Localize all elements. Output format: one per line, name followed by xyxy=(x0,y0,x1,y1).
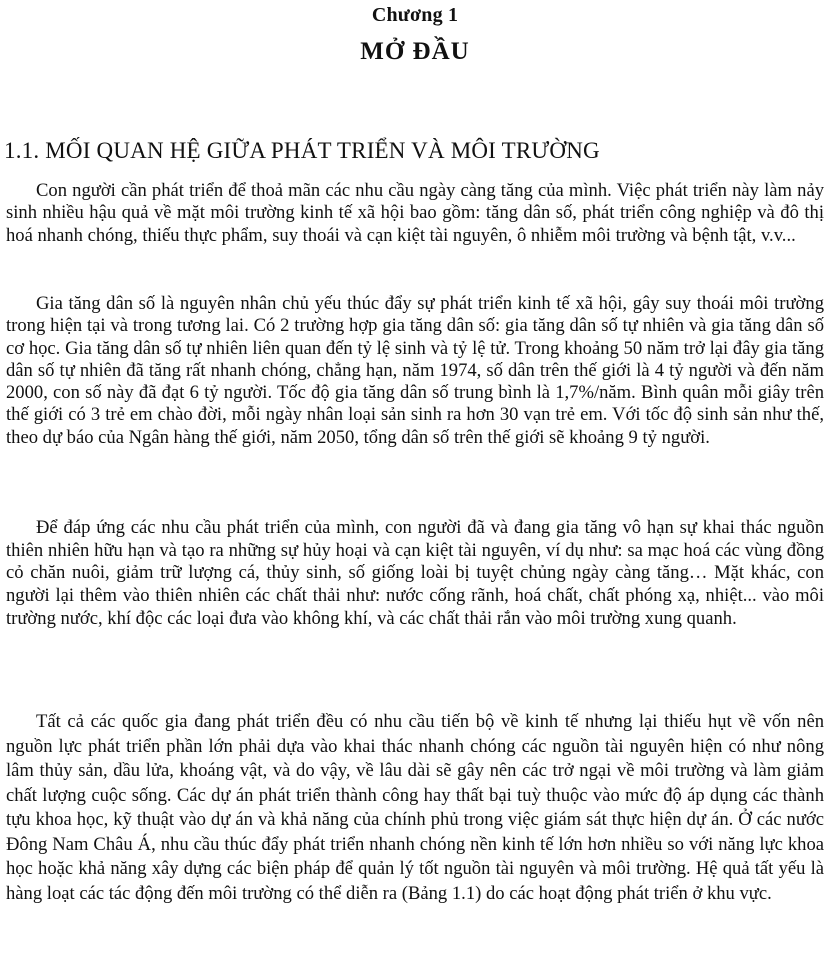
section-heading: 1.1. MỐI QUAN HỆ GIỮA PHÁT TRIỂN VÀ MÔI TRƯỜNG xyxy=(4,138,600,163)
chapter-label: Chương 1 xyxy=(371,4,459,26)
paragraph-3: Để đáp ứng các nhu cầu phát triển của mình, con người đã và đang gia tăng vô hạn sự khai thác nguồn thiên nhiên hữu hạn và tạo ra những sự hủy hoại và cạn kiệt tài nguyên, ví dụ như: sa mạc hoá các vùng đồng cỏ chăn nuôi, giảm trữ lượng cá, thủy sinh, số giống loài bị tuyệt chủng ngày càng tăng… Mặt khác, con người lại thêm vào thiên nhiên các chất thải như: nước cống rãnh, hoá chất, chất phóng xạ, nhiệt... vào môi trường nước, khí độc các loại đưa vào không khí, và các chất thải rắn vào môi trường xung quanh. xyxy=(6,517,824,629)
chapter-title: MỞ ĐẦU xyxy=(360,38,470,65)
paragraph-4: Tất cả các quốc gia đang phát triển đều có nhu cầu tiến bộ về kinh tế nhưng lại thiếu hụt về vốn nên nguồn lực phát triển phần lớn phải dựa vào khai thác nhanh chóng các nguồn tài nguyên hiện có như nông lâm thủy sản, dầu lửa, khoáng vật, và do vậy, về lâu dài sẽ gây nên các trở ngại về môi trường và làm giảm chất lượng cuộc sống. Các dự án phát triển thành công hay thất bại tuỳ thuộc vào mức độ áp dụng các thành tựu khoa học, kỹ thuật vào dự án và khả năng của chính phủ trong việc giám sát thực hiện dự án. Ở các nước Đông Nam Châu Á, nhu cầu thúc đẩy phát triển nhanh chóng nền kinh tế lớn hơn nhiều so với năng lực khoa học hoặc khả năng xây dựng các biện pháp để quản lý tốt nguồn tài nguyên và môi trường. Hệ quả tất yếu là hàng loạt các tác động đến môi trường có thể diễn ra (Bảng 1.1) do các hoạt động phát triển ở khu vực. xyxy=(6,711,824,904)
paragraph-2: Gia tăng dân số là nguyên nhân chủ yếu thúc đẩy sự phát triển kinh tế xã hội, gây suy thoái môi trường trong hiện tại và trong tương lai. Có 2 trường hợp gia tăng dân số: gia tăng dân số tự nhiên và gia tăng dân số cơ học. Gia tăng dân số tự nhiên liên quan đến tỷ lệ sinh và tỷ lệ tử. Trong khoảng 50 năm trở lại đây gia tăng dân số tự nhiên đã tăng rất nhanh chóng, chẳng hạn, năm 1974, số dân trên thế giới là 4 tỷ người và đến năm 2000, con số này đã đạt 6 tỷ người. Tốc độ gia tăng dân số trung bình là 1,7%/năm. Bình quân mỗi giây trên thế giới có 3 trẻ em chào đời, mỗi ngày nhân loại sản sinh ra hơn 30 vạn trẻ em. Với tốc độ sinh sản như thế, theo dự báo của Ngân hàng thế giới, năm 2050, tổng dân số trên thế giới sẽ khoảng 9 tỷ người. xyxy=(6,293,824,448)
paragraph-1: Con người cần phát triển để thoả mãn các nhu cầu ngày càng tăng của mình. Việc phát triển này làm nảy sinh nhiều hậu quả về mặt môi trường kinh tế xã hội bao gồm: tăng dân số, phát triển công nghiệp và đô thị hoá nhanh chóng, thiếu thực phẩm, suy thoái và cạn kiệt tài nguyên, ô nhiễm môi trường và bệnh tật, v.v... xyxy=(6,180,824,246)
